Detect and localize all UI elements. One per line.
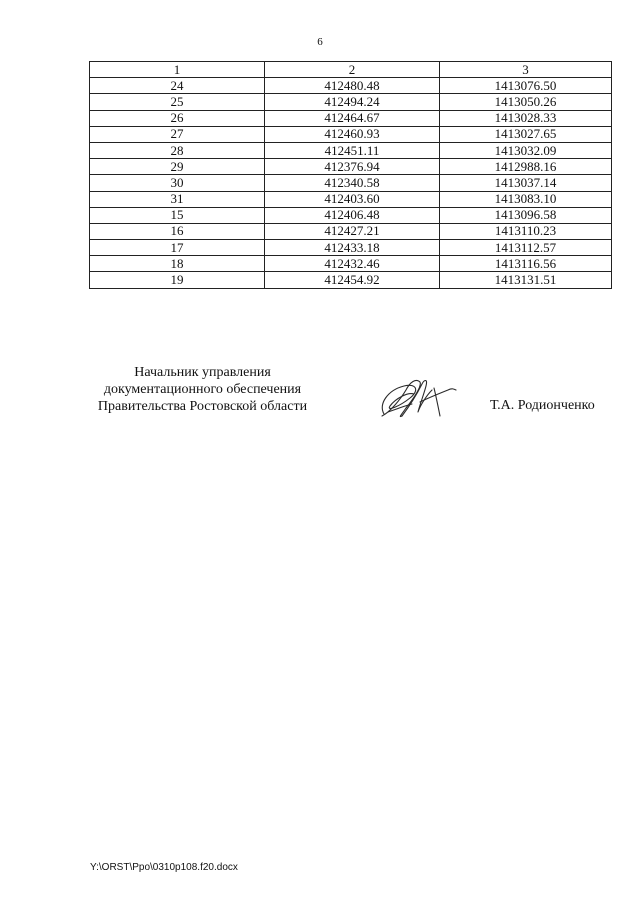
x-coordinate: 412451.11 bbox=[265, 142, 440, 158]
column-header-3: 3 bbox=[440, 62, 612, 78]
x-coordinate: 412454.92 bbox=[265, 272, 440, 288]
table-row bbox=[90, 78, 612, 94]
y-coordinate: 1413096.58 bbox=[440, 207, 612, 223]
table-row bbox=[90, 240, 612, 256]
x-coordinate: 412403.60 bbox=[265, 191, 440, 207]
x-coordinate: 412433.18 bbox=[265, 240, 440, 256]
signatory-position bbox=[80, 364, 325, 415]
point-number: 26 bbox=[90, 110, 265, 126]
point-number: 29 bbox=[90, 159, 265, 175]
point-number: 30 bbox=[90, 175, 265, 191]
y-coordinate: 1413050.26 bbox=[440, 94, 612, 110]
file-path: Y:\ORST\Ppo\0310p108.f20.docx bbox=[90, 862, 238, 873]
y-coordinate: 1413028.33 bbox=[440, 110, 612, 126]
point-number: 17 bbox=[90, 240, 265, 256]
x-coordinate: 412406.48 bbox=[265, 207, 440, 223]
table-row bbox=[90, 142, 612, 158]
x-coordinate: 412480.48 bbox=[265, 78, 440, 94]
x-coordinate: 412464.67 bbox=[265, 110, 440, 126]
position-line-1: Начальник управления bbox=[134, 365, 271, 380]
table-row bbox=[90, 272, 612, 288]
x-coordinate: 412432.46 bbox=[265, 256, 440, 272]
point-number: 16 bbox=[90, 223, 265, 239]
point-number: 31 bbox=[90, 191, 265, 207]
y-coordinate: 1413032.09 bbox=[440, 142, 612, 158]
x-coordinate: 412460.93 bbox=[265, 126, 440, 142]
table-row bbox=[90, 191, 612, 207]
column-header-2: 2 bbox=[265, 62, 440, 78]
y-coordinate: 1413083.10 bbox=[440, 191, 612, 207]
column-header-1: 1 bbox=[90, 62, 265, 78]
point-number: 28 bbox=[90, 142, 265, 158]
point-number: 19 bbox=[90, 272, 265, 288]
table-row bbox=[90, 126, 612, 142]
y-coordinate: 1413131.51 bbox=[440, 272, 612, 288]
point-number: 24 bbox=[90, 78, 265, 94]
y-coordinate: 1413116.56 bbox=[440, 256, 612, 272]
handwritten-signature bbox=[376, 372, 458, 424]
y-coordinate: 1413027.65 bbox=[440, 126, 612, 142]
point-number: 27 bbox=[90, 126, 265, 142]
page-number: 6 bbox=[317, 36, 323, 48]
table-row bbox=[90, 175, 612, 191]
table-header-row bbox=[90, 62, 612, 78]
table-row bbox=[90, 159, 612, 175]
point-number: 18 bbox=[90, 256, 265, 272]
x-coordinate: 412427.21 bbox=[265, 223, 440, 239]
x-coordinate: 412494.24 bbox=[265, 94, 440, 110]
y-coordinate: 1413112.57 bbox=[440, 240, 612, 256]
point-number: 25 bbox=[90, 94, 265, 110]
y-coordinate: 1413076.50 bbox=[440, 78, 612, 94]
table-row bbox=[90, 256, 612, 272]
signer-name: Т.А. Родионченко bbox=[490, 398, 595, 413]
table-row bbox=[90, 223, 612, 239]
x-coordinate: 412376.94 bbox=[265, 159, 440, 175]
position-line-2: документационного обеспечения bbox=[103, 382, 302, 397]
y-coordinate: 1413037.14 bbox=[440, 175, 612, 191]
y-coordinate: 1412988.16 bbox=[440, 159, 612, 175]
coordinates-table bbox=[89, 61, 612, 289]
table-row bbox=[90, 110, 612, 126]
point-number: 15 bbox=[90, 207, 265, 223]
position-line-3: Правительства Ростовской области bbox=[97, 399, 308, 414]
table-row bbox=[90, 94, 612, 110]
y-coordinate: 1413110.23 bbox=[440, 223, 612, 239]
x-coordinate: 412340.58 bbox=[265, 175, 440, 191]
table-row bbox=[90, 207, 612, 223]
